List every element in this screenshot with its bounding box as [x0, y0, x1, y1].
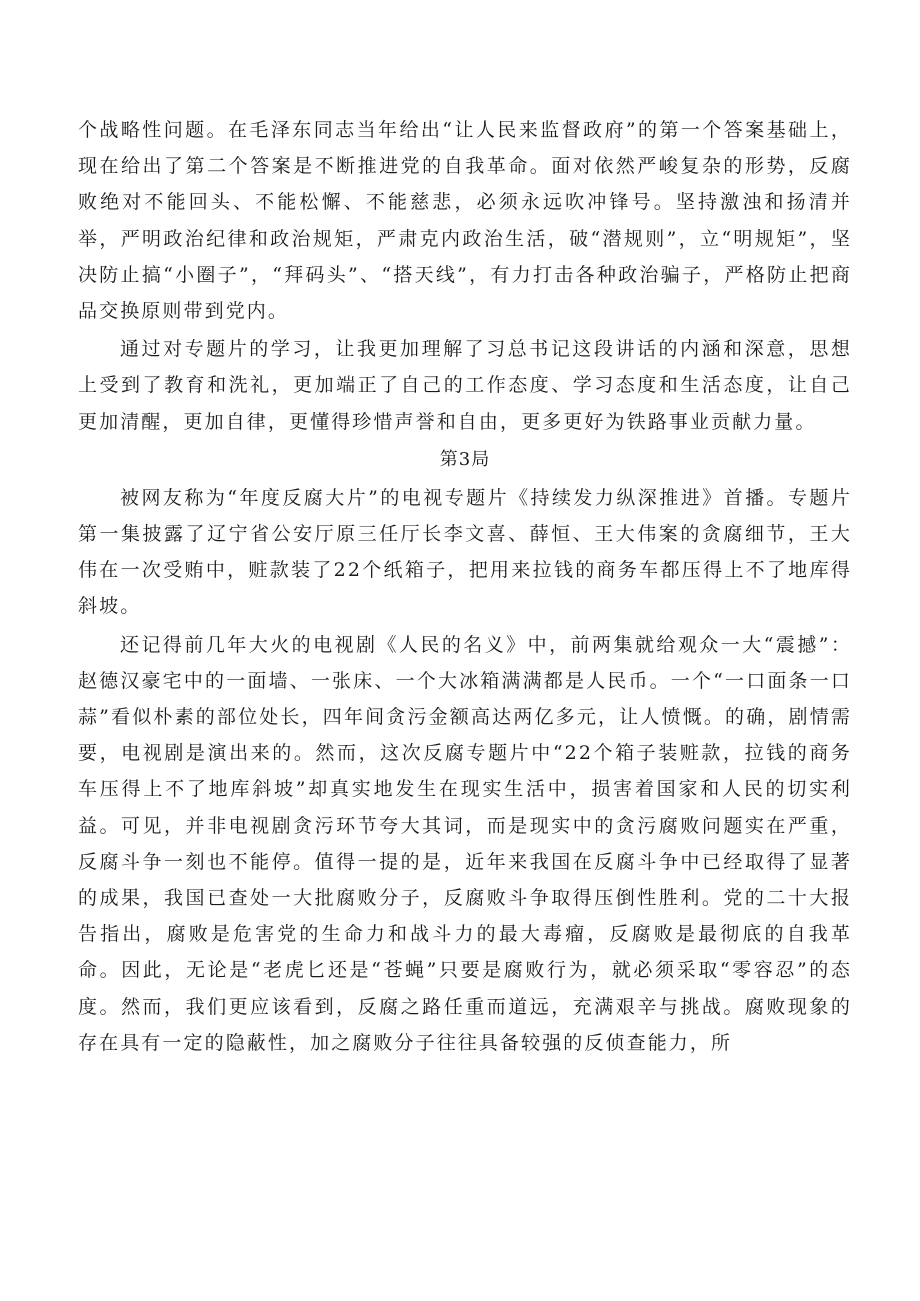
- paragraph: 还记得前几年大火的电视剧《人民的名义》中，前两集就给观众一大“震撼”：赵德汉豪宅中的一面墙、一张床、一个大冰箱满满都是人民币。一个“一口面条一口蒜”看似朴素的部位处长，四年间贪污金额高达两亿多元，让人愤慨。的确，剧情需要，电视剧是演出来的。然而，这次反腐专题片中“22个箱子装赃款，拉钱的商务车压得上不了地库斜坡”却真实地发生在现实生活中，损害着国家和人民的切实利益。可见，并非电视剧贪污环节夸大其词，而是现实中的贪污腐败问题实在严重，反腐斗争一刻也不能停。值得一提的是，近年来我国在反腐斗争中已经取得了显著的成果，我国已查处一大批腐败分子，反腐败斗争取得压倒性胜利。党的二十大报告指出，腐败是危害党的生命力和战斗力的最大毒瘤，反腐败是最彻底的自我革命。因此，无论是“老虎匕还是“苍蝇”只要是腐败行为，就必须采取“零容忍”的态度。然而，我们更应该看到，反腐之路任重而道远，充满艰辛与挑战。腐败现象的存在具有一定的隐蔽性，加之腐败分子往往具备较强的反侦查能力，所: [78, 633, 852, 1054]
- paragraph-continued: 个战略性问题。在毛泽东同志当年给出“让人民来监督政府”的第一个答案基础上，现在给出了第二个答案是不断推进党的自我革命。面对依然严峻复杂的形势，反腐败绝对不能回头、不能松懈、不能慈悲，必须永远吹冲锋号。坚持激浊和扬清并举，严明政治纪律和政治规矩，严肃克内政治生活，破“潜规则”，立“明规矩”，坚决防止搞“小圈子”，“拜码头”、“搭天线”，有力打击各种政治骗子，严格防止把商品交换原则带到党内。: [78, 119, 852, 323]
- document-body: [78, 112, 852, 1061]
- paragraph: 被网友称为“年度反腐大片”的电视专题片《持续发力纵深推进》首播。专题片第一集披露了辽宁省公安厅原三任厅长李文喜、薛恒、王大伟案的贪腐细节，王大伟在一次受贿中，赃款装了22个纸箱子，把用来拉钱的商务车都压得上不了地库得斜坡。: [78, 486, 852, 618]
- paragraph: 通过对专题片的学习，让我更加理解了习总书记这段讲话的内涵和深意，思想上受到了教育和洗礼，更加端正了自己的工作态度、学习态度和生活态度，让自己更加清醒，更加自律，更懂得珍惜声誉和自由，更多更好为铁路事业贡献力量。: [78, 338, 852, 433]
- section-heading: 第3局: [439, 448, 491, 470]
